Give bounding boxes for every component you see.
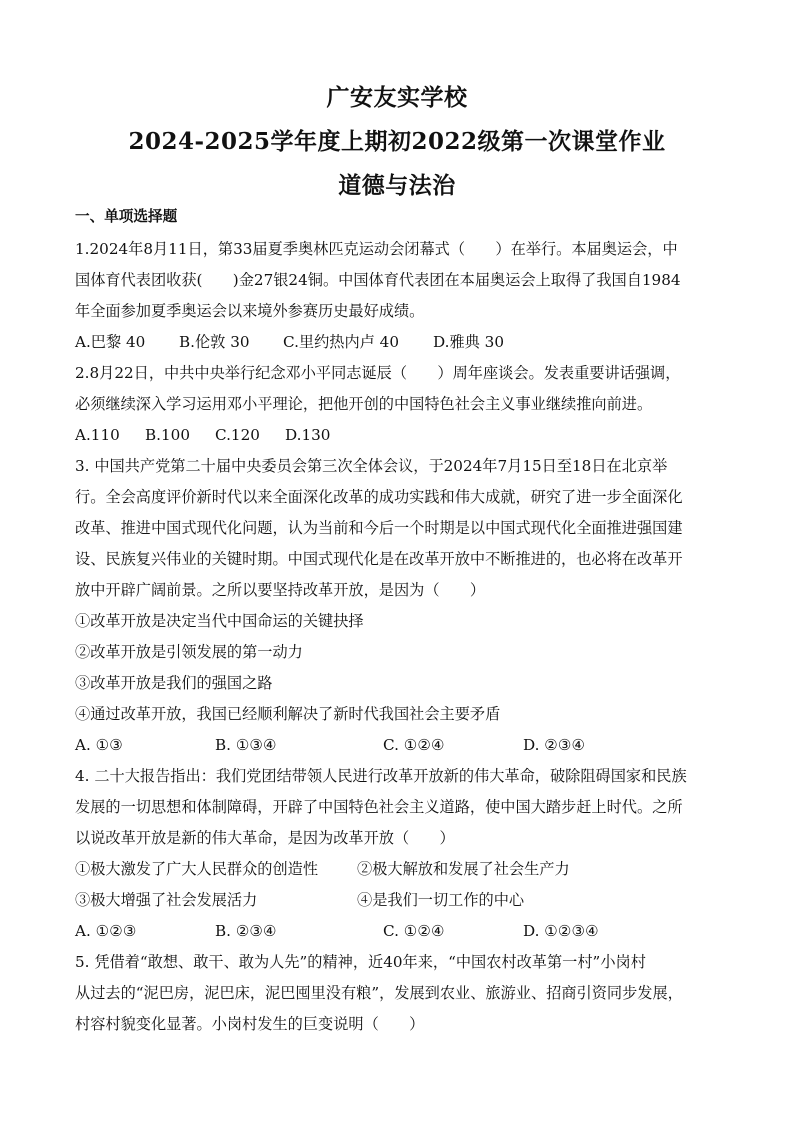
question-text-line: 国体育代表团收获( )金27银24铜。中国体育代表团在本届奥运会上取得了我国自1984 bbox=[75, 271, 681, 289]
question-content bbox=[75, 204, 725, 1040]
statement-item: ③极大增强了社会发展活力 bbox=[75, 891, 258, 909]
answer-options bbox=[75, 327, 725, 358]
question-text-line: 年全面参加夏季奥运会以来境外参赛历史最好成绩。 bbox=[75, 302, 425, 320]
option-d: D.130 bbox=[285, 426, 331, 444]
statement-row bbox=[75, 854, 725, 885]
statement-item: ②极大解放和发展了社会生产力 bbox=[357, 860, 570, 878]
subject-title: 道德与法治 bbox=[338, 172, 456, 199]
question-1 bbox=[75, 234, 725, 358]
answer-options bbox=[75, 420, 725, 451]
option-a: A.110 bbox=[75, 426, 120, 444]
option-d: D. ①②③④ bbox=[523, 922, 599, 940]
question-3 bbox=[75, 451, 725, 761]
question-text-line: 以说改革开放是新的伟大革命，是因为改革开放（ ） bbox=[75, 829, 455, 847]
option-a: A. ①③ bbox=[75, 736, 123, 754]
question-2 bbox=[75, 358, 725, 451]
question-text-line: 行。全会高度评价新时代以来全面深化改革的成功实践和伟大成就，研究了进一步全面深化 bbox=[75, 488, 683, 506]
question-text-line: 改革、推进中国式现代化问题，认为当前和今后一个时期是以中国式现代化全面推进强国建 bbox=[75, 519, 683, 537]
school-name: 广安友实学校 bbox=[326, 84, 468, 111]
option-c: C. ①②④ bbox=[383, 736, 445, 754]
question-text-line: 从过去的“泥巴房，泥巴床，泥巴囤里没有粮”，发展到农业、旅游业、招商引资同步发展， bbox=[75, 984, 683, 1002]
option-a: A. ①②③ bbox=[75, 922, 137, 940]
document-header bbox=[0, 78, 794, 206]
question-text-line: 3. 中国共产党第二十届中央委员会第三次全体会议，于2024年7月15日至18日在北京举 bbox=[75, 457, 668, 475]
option-c: C.里约热内卢 40 bbox=[283, 333, 399, 351]
question-text-line: 2.8月22日，中共中央举行纪念邓小平同志诞辰（ ）周年座谈会。发表重要讲话强调， bbox=[75, 364, 681, 382]
statement-item: ②改革开放是引领发展的第一动力 bbox=[75, 643, 303, 661]
question-text-line: 4. 二十大报告指出：我们党团结带领人民进行改革开放新的伟大革命，破除阻碍国家和民族 bbox=[75, 767, 687, 785]
option-c: C. ①②④ bbox=[383, 922, 445, 940]
answer-options bbox=[75, 730, 725, 761]
option-b: B.100 bbox=[145, 426, 190, 444]
question-text-line: 设、民族复兴伟业的关键时期。中国式现代化是在改革开放中不断推进的，也必将在改革开 bbox=[75, 550, 683, 568]
option-d: D. ②③④ bbox=[523, 736, 586, 754]
assignment-title: 2024-2025学年度上期初2022级第一次课堂作业 bbox=[128, 128, 666, 155]
option-b: B. ②③④ bbox=[215, 922, 277, 940]
section-heading: 一、单项选择题 bbox=[75, 208, 178, 225]
option-b: B. ①③④ bbox=[215, 736, 277, 754]
question-text-line: 必须继续深入学习运用邓小平理论，把他开创的中国特色社会主义事业继续推向前进。 bbox=[75, 395, 653, 413]
question-4 bbox=[75, 761, 725, 947]
question-text-line: 1.2024年8月11日，第33届夏季奥林匹克运动会闭幕式（ ）在举行。本届奥运会，中 bbox=[75, 240, 678, 258]
statement-row bbox=[75, 885, 725, 916]
statement-item: ①改革开放是决定当代中国命运的关键抉择 bbox=[75, 612, 364, 630]
statement-item: ①极大激发了广大人民群众的创造性 bbox=[75, 860, 318, 878]
statement-item: ④是我们一切工作的中心 bbox=[357, 891, 525, 909]
question-text-line: 村容村貌变化显著。小岗村发生的巨变说明（ ） bbox=[75, 1015, 425, 1033]
question-text-line: 发展的一切思想和体制障碍，开辟了中国特色社会主义道路，使中国大踏步赶上时代。之所 bbox=[75, 798, 683, 816]
statement-item: ④通过改革开放，我国已经顺利解决了新时代我国社会主要矛盾 bbox=[75, 705, 501, 723]
question-5 bbox=[75, 947, 725, 1040]
option-a: A.巴黎 40 bbox=[75, 333, 146, 351]
statement-item: ③改革开放是我们的强国之路 bbox=[75, 674, 273, 692]
option-d: D.雅典 30 bbox=[433, 333, 504, 351]
answer-options bbox=[75, 916, 725, 947]
option-c: C.120 bbox=[215, 426, 260, 444]
question-text-line: 放中开辟广阔前景。之所以要坚持改革开放，是因为（ ） bbox=[75, 581, 486, 599]
question-text-line: 5. 凭借着“敢想、敢干、敢为人先”的精神，近40年来，“中国农村改革第一村”小岗村 bbox=[75, 953, 646, 971]
option-b: B.伦敦 30 bbox=[179, 333, 250, 351]
